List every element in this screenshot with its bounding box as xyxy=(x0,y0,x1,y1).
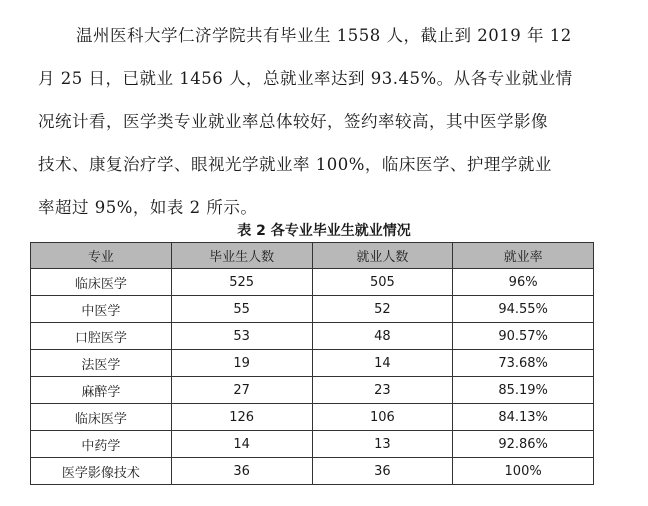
cell-rate: 100% xyxy=(453,458,594,485)
table-row xyxy=(31,404,594,431)
cell-employed: 52 xyxy=(312,296,453,323)
cell-major: 口腔医学 xyxy=(31,323,172,350)
column-header-rate: 就业率 xyxy=(453,243,594,269)
cell-rate: 90.57% xyxy=(453,323,594,350)
paragraph-line: 温州医科大学仁济学院共有毕业生 1558 人，截止到 2019 年 12 xyxy=(76,26,572,45)
paragraph-line: 率超过 95%，如表 2 所示。 xyxy=(38,198,258,217)
column-header-graduates: 毕业生人数 xyxy=(171,243,312,269)
paragraph-line: 技术、康复治疗学、眼视光学就业率 100%，临床医学、护理学就业 xyxy=(38,155,552,174)
cell-rate: 94.55% xyxy=(453,296,594,323)
cell-major: 中医学 xyxy=(31,296,172,323)
column-header-employed: 就业人数 xyxy=(312,243,453,269)
cell-major: 临床医学 xyxy=(31,269,172,296)
cell-employed: 48 xyxy=(312,323,453,350)
cell-rate: 85.19% xyxy=(453,377,594,404)
table-row xyxy=(31,296,594,323)
cell-major: 中药学 xyxy=(31,431,172,458)
table-row xyxy=(31,323,594,350)
cell-employed: 106 xyxy=(312,404,453,431)
cell-graduates: 36 xyxy=(171,458,312,485)
cell-employed: 36 xyxy=(312,458,453,485)
cell-employed: 505 xyxy=(312,269,453,296)
body-paragraph xyxy=(38,14,598,229)
cell-major: 法医学 xyxy=(31,350,172,377)
table-row xyxy=(31,269,594,296)
cell-employed: 14 xyxy=(312,350,453,377)
cell-rate: 73.68% xyxy=(453,350,594,377)
cell-graduates: 53 xyxy=(171,323,312,350)
cell-major: 医学影像技术 xyxy=(31,458,172,485)
table-row xyxy=(31,458,594,485)
cell-rate: 84.13% xyxy=(453,404,594,431)
cell-graduates: 126 xyxy=(171,404,312,431)
column-header-major: 专业 xyxy=(31,243,172,269)
table-row xyxy=(31,350,594,377)
cell-graduates: 525 xyxy=(171,269,312,296)
cell-graduates: 55 xyxy=(171,296,312,323)
cell-employed: 23 xyxy=(312,377,453,404)
cell-rate: 96% xyxy=(453,269,594,296)
paragraph-line: 月 25 日，已就业 1456 人，总就业率达到 93.45%。从各专业就业情 xyxy=(38,69,573,88)
cell-employed: 13 xyxy=(312,431,453,458)
cell-rate: 92.86% xyxy=(453,431,594,458)
table-header-row xyxy=(31,243,594,269)
cell-graduates: 27 xyxy=(171,377,312,404)
cell-graduates: 14 xyxy=(171,431,312,458)
cell-major: 麻醉学 xyxy=(31,377,172,404)
paragraph-line: 况统计看，医学类专业就业率总体较好，签约率较高，其中医学影像 xyxy=(38,112,548,131)
cell-major: 临床医学 xyxy=(31,404,172,431)
table-row xyxy=(31,377,594,404)
cell-graduates: 19 xyxy=(171,350,312,377)
table-row xyxy=(31,431,594,458)
employment-table xyxy=(30,242,594,485)
table-caption: 表 2 各专业毕业生就业情况 xyxy=(237,223,411,239)
